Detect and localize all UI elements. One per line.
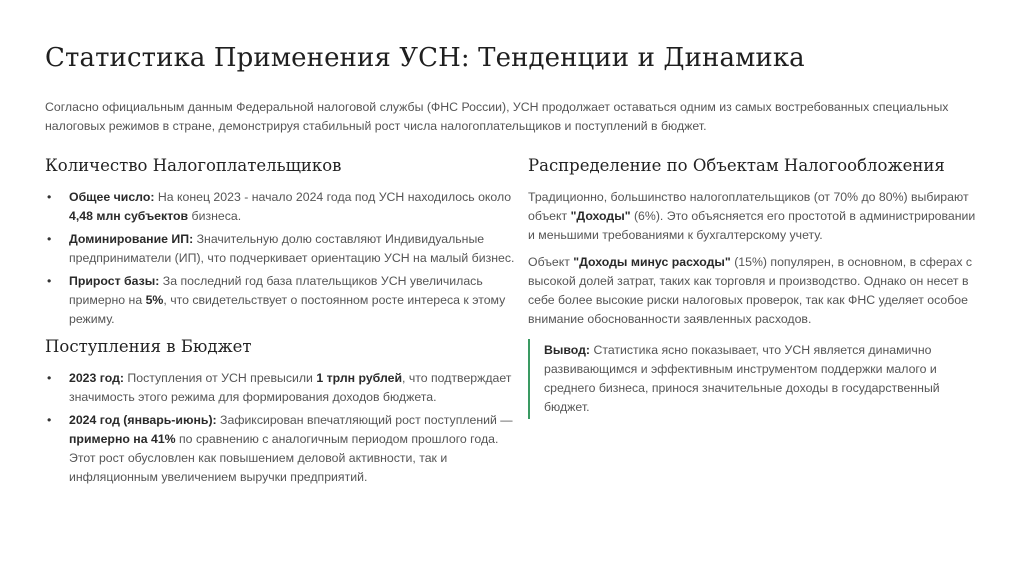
right-column bbox=[528, 154, 978, 491]
distribution-paragraph-1: Традиционно, большинство налогоплательщиков (от 70% до 80%) выбирают объект "Доходы" (6%). Это объясняется его простотой в администрировании и меньшими требованиями к бухгалтерскому учету. bbox=[528, 190, 976, 242]
content-columns bbox=[45, 154, 979, 491]
list-item: • Прирост базы: За последний год база плательщиков УСН увеличилась примерно на 5%, что свидетельствует о постоянном росте интереса к этому режиму. bbox=[45, 272, 515, 329]
list-item: • Общее число: На конец 2023 - начало 2024 года под УСН находилось около 4,48 млн субъектов бизнеса. bbox=[45, 188, 515, 226]
budget-heading: Поступления в Бюджет bbox=[45, 337, 252, 356]
taxpayers-heading: Количество Налогоплательщиков bbox=[45, 156, 342, 175]
budget-list bbox=[45, 369, 515, 487]
distribution-heading: Распределение по Объектам Налогообложения bbox=[528, 156, 945, 175]
intro-paragraph: Согласно официальным данным Федеральной налоговой службы (ФНС России), УСН продолжает оставаться одним из самых востребованных специальных налоговых режимов в стране, демонстрируя стабильный рост числа налогоплательщиков и поступлений в бюджет. bbox=[45, 100, 949, 133]
conclusion-callout: Вывод: Статистика ясно показывает, что УСН является динамично развивающимся и эффективным инструментом поддержки малого и среднего бизнеса, принося значительные доходы в государственный бюджет. bbox=[528, 339, 954, 419]
list-item: • 2023 год: Поступления от УСН превысили 1 трлн рублей, что подтверждает значимость этого режима для формирования доходов бюджета. bbox=[45, 369, 515, 407]
page-title: Статистика Применения УСН: Тенденции и Динамика bbox=[45, 43, 805, 73]
budget-section bbox=[45, 335, 515, 487]
distribution-paragraph-2: Объект "Доходы минус расходы" (15%) популярен, в основном, в сферах с высокой долей затрат, таких как торговля и производство. Однако он несет в себе более высокие риски налоговых проверок, так как ФНС уделяет особое внимание обоснованности заявленных расходов. bbox=[528, 255, 973, 326]
list-item: • 2024 год (январь-июнь): Зафиксирован впечатляющий рост поступлений — примерно на 41% по сравнению с аналогичным периодом прошлого года. Этот рост обусловлен как повышением деловой активности, так и инфляционным увеличением выручки предприятий. bbox=[45, 411, 515, 487]
list-item: • Доминирование ИП: Значительную долю составляют Индивидуальные предприниматели (ИП), что подчеркивает ориентацию УСН на малый бизнес. bbox=[45, 230, 515, 268]
taxpayers-list bbox=[45, 188, 515, 329]
left-column bbox=[45, 154, 515, 491]
